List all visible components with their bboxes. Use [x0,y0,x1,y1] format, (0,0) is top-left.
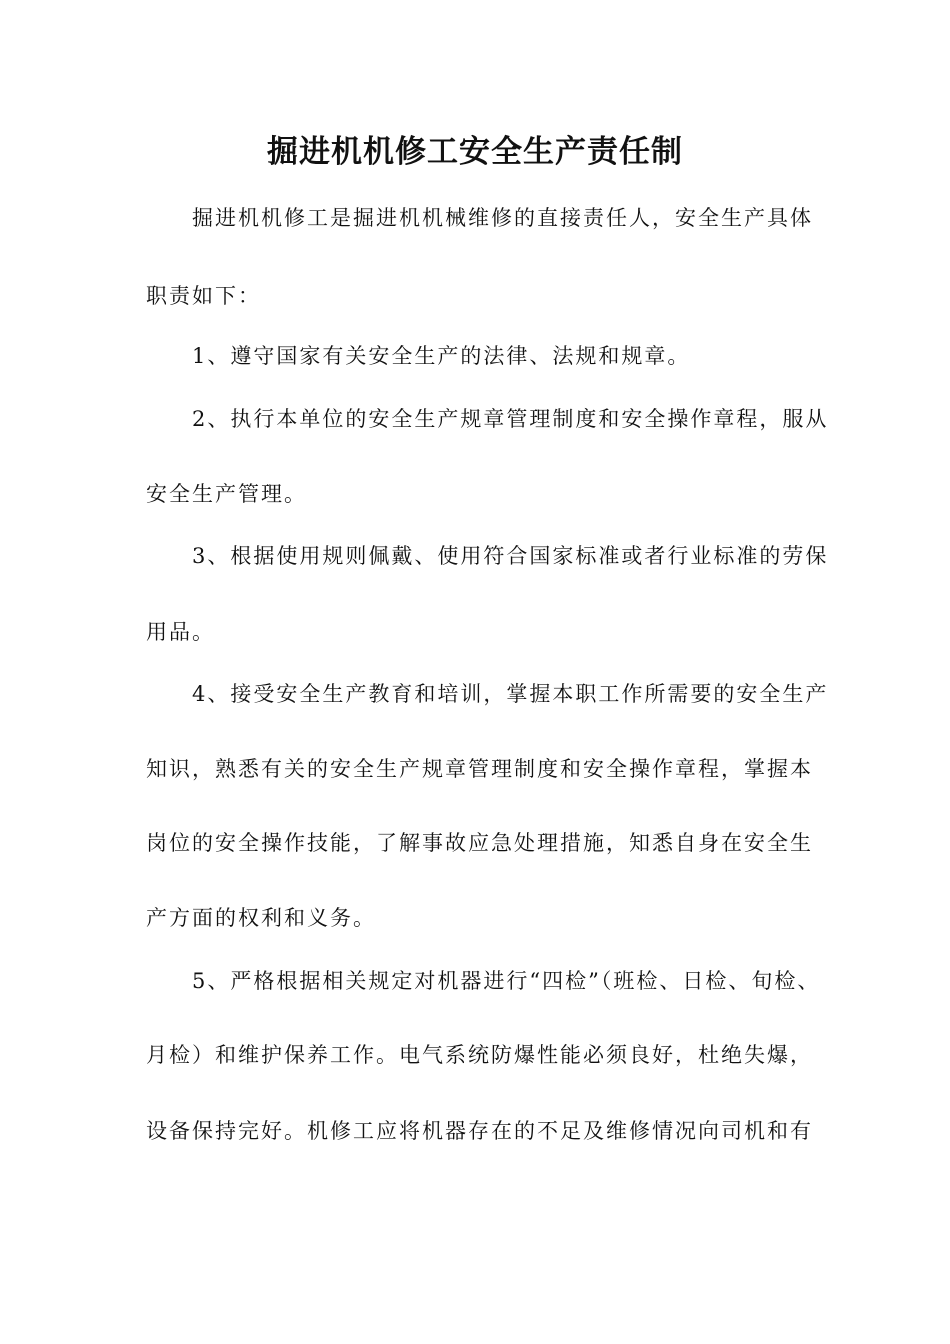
paragraph-line: 月检）和维护保养工作。电气系统防爆性能必须良好，杜绝失爆， [146,1043,813,1067]
paragraph-line: 职责如下： [146,284,261,308]
paragraph-line: 知识，熟悉有关的安全生产规章管理制度和安全操作章程，掌握本 [146,757,813,781]
paragraph-line: 产方面的权利和义务。 [146,906,376,930]
paragraph-line: 掘进机机修工是掘进机机械维修的直接责任人，安全生产具体 [192,206,813,230]
paragraph-line: 安全生产管理。 [146,482,307,506]
paragraph-line: 5、严格根据相关规定对机器进行“四检”（班检、日检、旬检、 [192,969,821,993]
paragraph-line: 岗位的安全操作技能，了解事故应急处理措施，知悉自身在安全生 [146,831,813,855]
paragraph-line: 4、接受安全生产教育和培训，掌握本职工作所需要的安全生产 [192,682,829,706]
paragraph-line: 1、遵守国家有关安全生产的法律、法规和规章。 [192,344,691,368]
paragraph-line: 2、执行本单位的安全生产规章管理制度和安全操作章程，服从 [192,407,829,431]
paragraph-line: 用品。 [146,620,215,644]
paragraph-line: 设备保持完好。机修工应将机器存在的不足及维修情况向司机和有 [146,1119,813,1143]
document-title: 掘进机机修工安全生产责任制 [267,134,683,170]
paragraph-line: 3、根据使用规则佩戴、使用符合国家标准或者行业标准的劳保 [192,544,829,568]
